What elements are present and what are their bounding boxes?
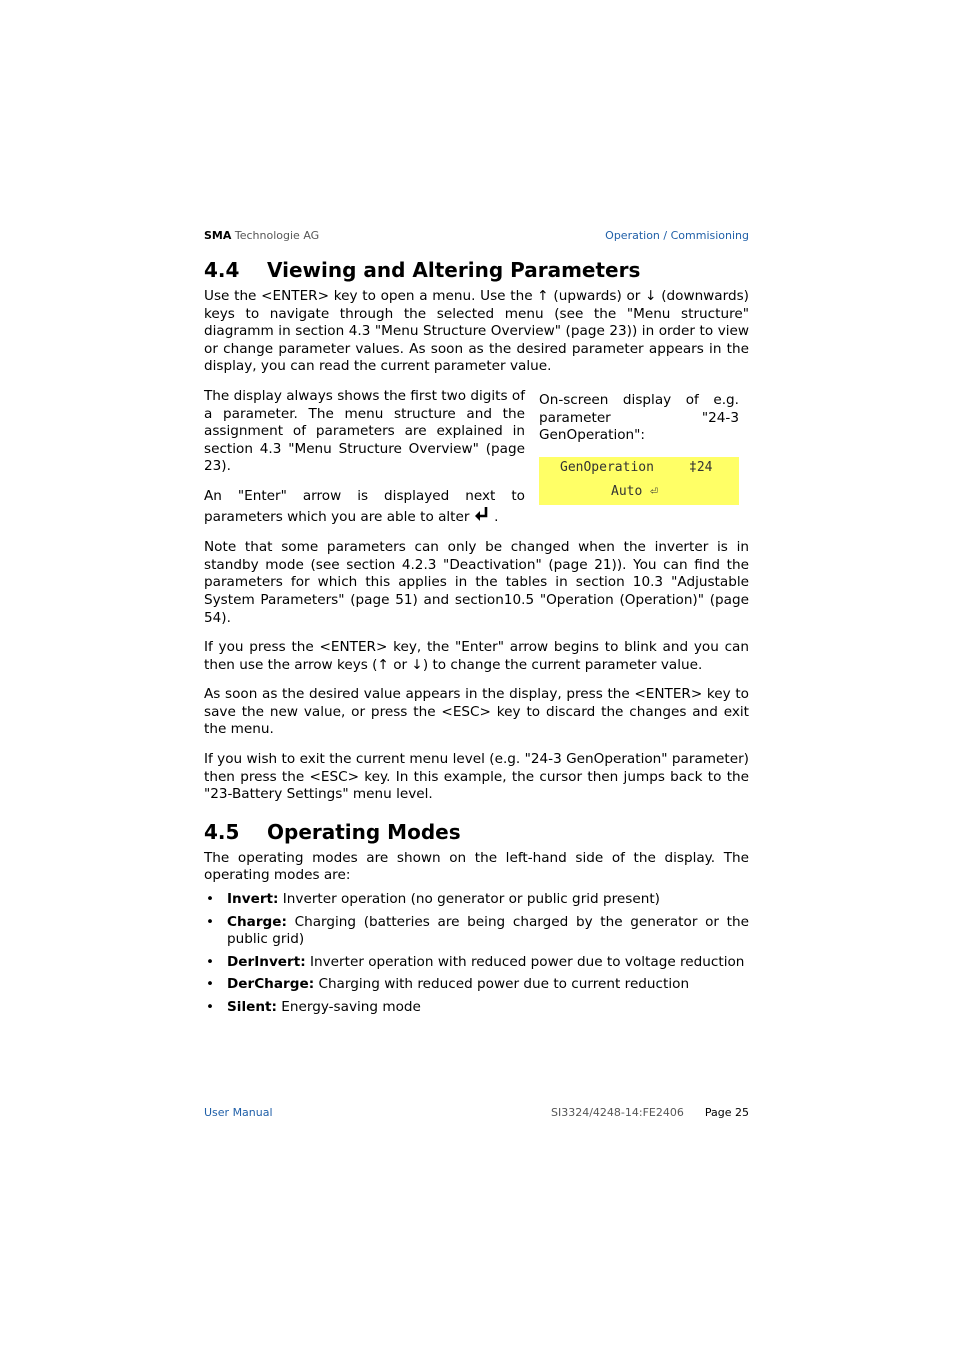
paragraph-enter-blink: If you press the <ENTER> key, the "Enter" arrow begins to blink and you can then use the arrow keys (↑ or ↓) to change the current parameter value. [204, 639, 749, 673]
footer-manual: User Manual [204, 1106, 273, 1119]
mode-description: Energy-saving mode [281, 999, 421, 1015]
display-caption: On-screen display of e.g. parameter "24-3 GenOperation": [539, 391, 739, 444]
mode-description: Inverter operation with reduced power due to voltage reduction [310, 953, 745, 970]
mode-description: Charging (batteries are being charged by the generator or the public grid) [227, 913, 749, 948]
bullet: • [206, 976, 215, 993]
bullet: • [206, 953, 215, 970]
paragraph-exit-menu: If you wish to exit the current menu level (e.g. "24-3 GenOperation" parameter) then press the <ESC> key. In this example, the cursor then jumps back to the "23-Battery Settings" menu level. [204, 751, 749, 803]
lcd-parameter-value: Auto ⏎ [611, 483, 658, 499]
mode-name: Charge: [227, 913, 287, 930]
paragraph-modes-intro: The operating modes are shown on the left-hand side of the display. The operating modes are: [204, 849, 749, 884]
mode-description: Charging with reduced power due to current reduction [318, 976, 690, 993]
enter-arrow-icon [474, 506, 490, 528]
footer-doc-id: SI3324/4248-14:FE2406 [551, 1106, 684, 1119]
header-company [204, 229, 319, 242]
list-item [204, 891, 749, 909]
section-heading-4-4 [204, 256, 749, 284]
mode-description: Inverter operation (no generator or public grid present) [282, 891, 660, 908]
section-title: Viewing and Altering Parameters [267, 258, 641, 282]
section-number: 4.5 [204, 819, 240, 844]
mode-name: Invert: [227, 891, 279, 908]
operating-modes-list [204, 891, 749, 1017]
mode-name: DerCharge: [227, 976, 315, 993]
bullet: • [206, 999, 215, 1015]
list-item [204, 914, 749, 949]
lcd-parameter-name: GenOperation [560, 459, 654, 475]
list-item [204, 976, 749, 994]
bullet: • [206, 913, 215, 930]
page-footer [204, 1106, 749, 1124]
mode-name: Silent: [227, 999, 277, 1015]
lcd-display [539, 457, 739, 505]
paragraph-display-digits: The display always shows the first two digits of a parameter. The menu structure and the assignment of parameters are explained in section 4.3 "Menu Structure Overview" (page 23). [204, 387, 525, 475]
page-header [204, 229, 749, 247]
section-heading-4-5 [204, 818, 749, 846]
section-title: Operating Modes [267, 819, 461, 844]
section-number: 4.4 [204, 258, 240, 282]
enter-arrow-text: An "Enter" arrow is displayed next to parameters which you are able to alter [204, 487, 525, 525]
paragraph-standby-note: Note that some parameters can only be changed when the inverter is in standby mode (see section 4.2.3 "Deactivation" (page 21)). You can find the parameters for which this applies in the tables in section 10.3 "Adjustable System Parameters" (page 51) and section10.5 "Operation (Operation)" (page 54). [204, 539, 749, 626]
mode-name: DerInvert: [227, 953, 306, 970]
page-content [204, 256, 749, 1022]
company-name: Technologie AG [234, 229, 320, 242]
bullet: • [206, 891, 215, 908]
header-section: Operation / Commisioning [605, 229, 749, 242]
paragraph-save-value: As soon as the desired value appears in the display, press the <ENTER> key to save the new value, or press the <ESC> key to discard the changes and exit the menu. [204, 686, 749, 738]
enter-arrow-period: . [494, 508, 499, 525]
paragraph-intro: Use the <ENTER> key to open a menu. Use the ↑ (upwards) or ↓ (downwards) keys to navigate through the selected menu (see the "Menu structure" diagramm in section 4.3 "Menu Structure Overview" (page 23)) in order to view or change parameter values. As soon as the desired parameter appears in the display, you can read the current parameter value. [204, 288, 749, 375]
display-example [539, 392, 739, 505]
lcd-parameter-number: ‡24 [689, 459, 713, 475]
brand-name: SMA [204, 229, 232, 242]
footer-page-number: Page 25 [704, 1106, 749, 1119]
list-item [204, 954, 749, 972]
list-item [204, 999, 749, 1017]
